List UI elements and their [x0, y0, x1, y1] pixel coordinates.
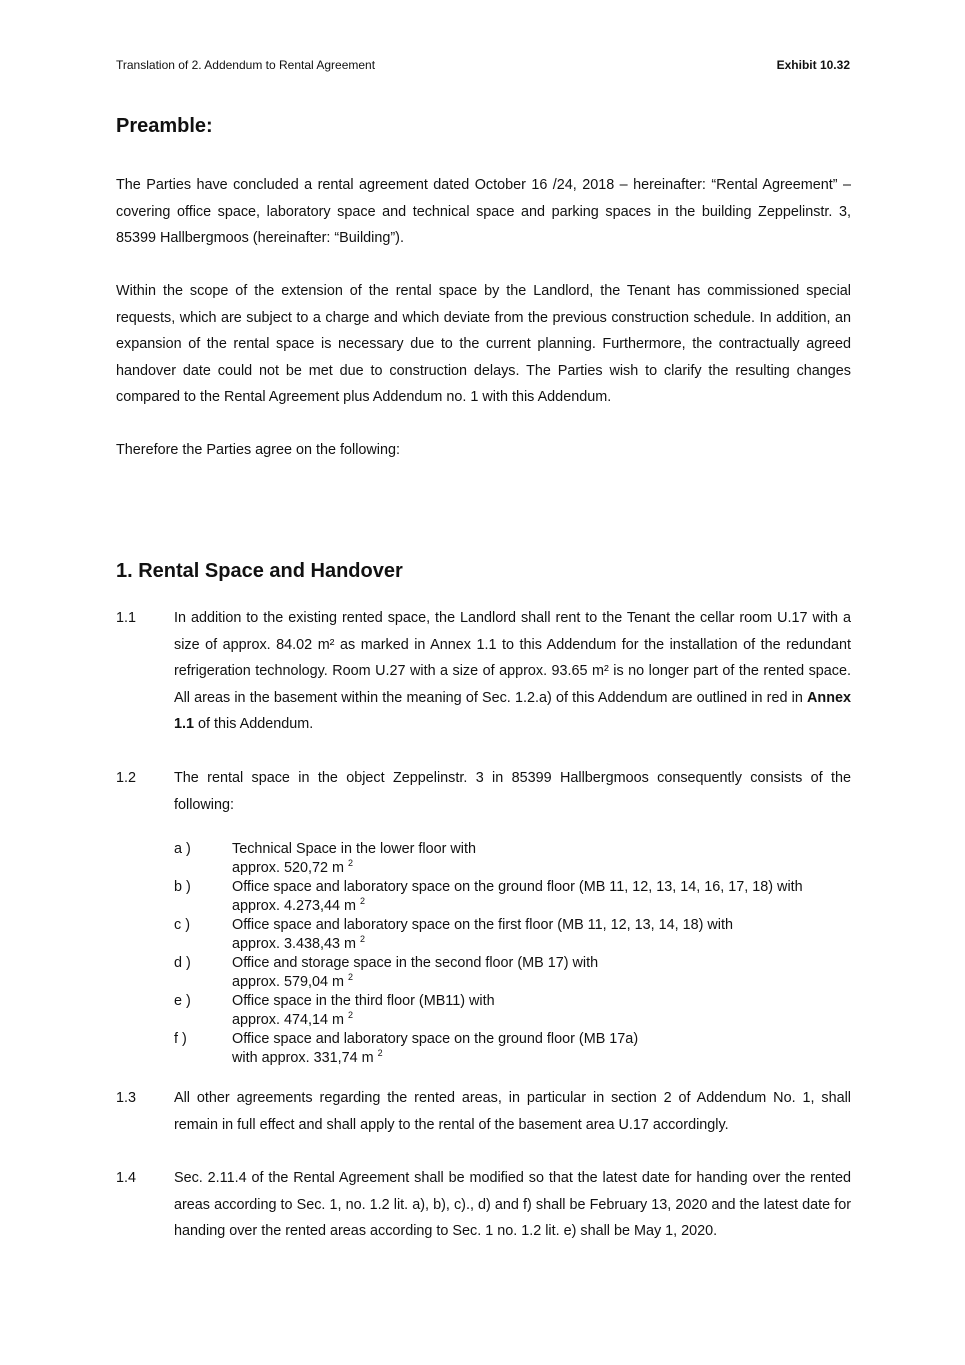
clause-text	[174, 605, 851, 738]
preamble-heading: Preamble:	[116, 115, 213, 137]
list-item	[174, 840, 864, 878]
superscript: 2	[348, 1010, 354, 1020]
area-value: with approx. 331,74 m	[232, 1050, 374, 1066]
clause-number: 1.3	[116, 1090, 137, 1106]
space-area	[232, 1049, 864, 1068]
list-item	[174, 878, 864, 916]
list-item	[174, 954, 864, 992]
space-description: Technical Space in the lower floor with	[232, 841, 476, 857]
clause-1-2	[116, 765, 851, 818]
clause-text-part: In addition to the existing rented space, the Landlord shall rent to the Tenant the cellar room U.17 with a size of approx. 84.02 m² as marked in Annex 1.1 to this Addendum for the installation of the redundant refrigeration technology. Room U.27 with a size of approx. 93.65 m² is no longer part of the rented space. All areas in the basement within the meaning of Sec. 1.2.a) of this Addendum are outlined in red in	[174, 610, 851, 706]
area-value: approx. 520,72 m	[232, 860, 344, 876]
annex-reference: Annex 1.1	[174, 689, 851, 732]
space-description: Office space in the third floor (MB11) with	[232, 993, 495, 1009]
clause-number: 1.4	[116, 1170, 137, 1186]
list-item	[174, 916, 864, 954]
space-area	[232, 973, 864, 992]
space-description: Office and storage space in the second floor (MB 17) with	[232, 955, 599, 971]
clause-1-3	[116, 1085, 851, 1138]
superscript: 2	[360, 934, 366, 944]
space-description: Office space and laboratory space on the ground floor (MB 11, 12, 13, 14, 16, 17, 18) with	[232, 879, 803, 895]
preamble-paragraph-2: Within the scope of the extension of the rental space by the Landlord, the Tenant has commissioned special requests, which are subject to a charge and which deviate from the previous construction schedule. In addition, an expansion of the rental space is necessary due to the current planning. Furthermore, the contractually agreed handover date could not be met due to construction delays. The Parties wish to clarify the resulting changes compared to the Rental Agreement plus Addendum no. 1 with this Addendum.	[116, 283, 851, 405]
preamble-paragraph-3: Therefore the Parties agree on the following:	[116, 442, 400, 458]
preamble-paragraph-1: The Parties have concluded a rental agreement dated October 16 /24, 2018 – hereinafter: “Rental Agreement” – covering office space, laboratory space and technical space and parking spaces in the building Zeppelinstr. 3, 85399 Hallbergmoos (hereinafter: “Building”).	[116, 177, 851, 246]
clause-text-part: of this Addendum.	[194, 716, 314, 732]
area-value: approx. 3.438,43 m	[232, 936, 356, 952]
space-description: Office space and laboratory space on the ground floor (MB 17a)	[232, 1031, 639, 1047]
clause-number: 1.1	[116, 610, 137, 626]
space-description: Office space and laboratory space on the first floor (MB 11, 12, 13, 14, 18) with	[232, 917, 734, 933]
area-value: approx. 474,14 m	[232, 1012, 344, 1028]
space-area	[232, 935, 864, 954]
list-marker: e )	[174, 993, 191, 1009]
clause-text: All other agreements regarding the rented areas, in particular in section 2 of Addendum No. 1, shall remain in full effect and shall apply to the rental of the basement area U.17 accordingly.	[174, 1090, 851, 1133]
area-value: approx. 579,04 m	[232, 974, 344, 990]
clause-1-4	[116, 1165, 851, 1245]
superscript: 2	[348, 858, 354, 868]
clause-number: 1.2	[116, 770, 137, 786]
section-1-heading: 1. Rental Space and Handover	[116, 560, 403, 582]
list-marker: a )	[174, 841, 191, 857]
superscript: 2	[377, 1048, 383, 1058]
list-marker: b )	[174, 879, 191, 895]
clause-1-1	[116, 605, 851, 738]
running-header-title: Translation of 2. Addendum to Rental Agreement	[116, 58, 376, 72]
rental-space-list	[174, 840, 864, 1068]
space-area	[232, 1011, 864, 1030]
list-marker: f )	[174, 1031, 187, 1047]
space-area	[232, 897, 864, 916]
list-item	[174, 992, 864, 1030]
superscript: 2	[348, 972, 354, 982]
space-area	[232, 859, 864, 878]
clause-text: The rental space in the object Zeppelinstr. 3 in 85399 Hallbergmoos consequently consists of the following:	[174, 770, 851, 813]
superscript: 2	[360, 896, 366, 906]
list-marker: c )	[174, 917, 190, 933]
area-value: approx. 4.273,44 m	[232, 898, 356, 914]
list-item	[174, 1030, 864, 1068]
list-marker: d )	[174, 955, 191, 971]
exhibit-number: Exhibit 10.32	[776, 58, 850, 72]
clause-text: Sec. 2.11.4 of the Rental Agreement shall be modified so that the latest date for handing over the rented areas according to Sec. 1, no. 1.2 lit. a), b), c)., d) and f) shall be February 13, 2020 and the latest date for handing over the rented areas according to Sec. 1 no. 1.2 lit. e) shall be May 1, 2020.	[174, 1170, 851, 1239]
